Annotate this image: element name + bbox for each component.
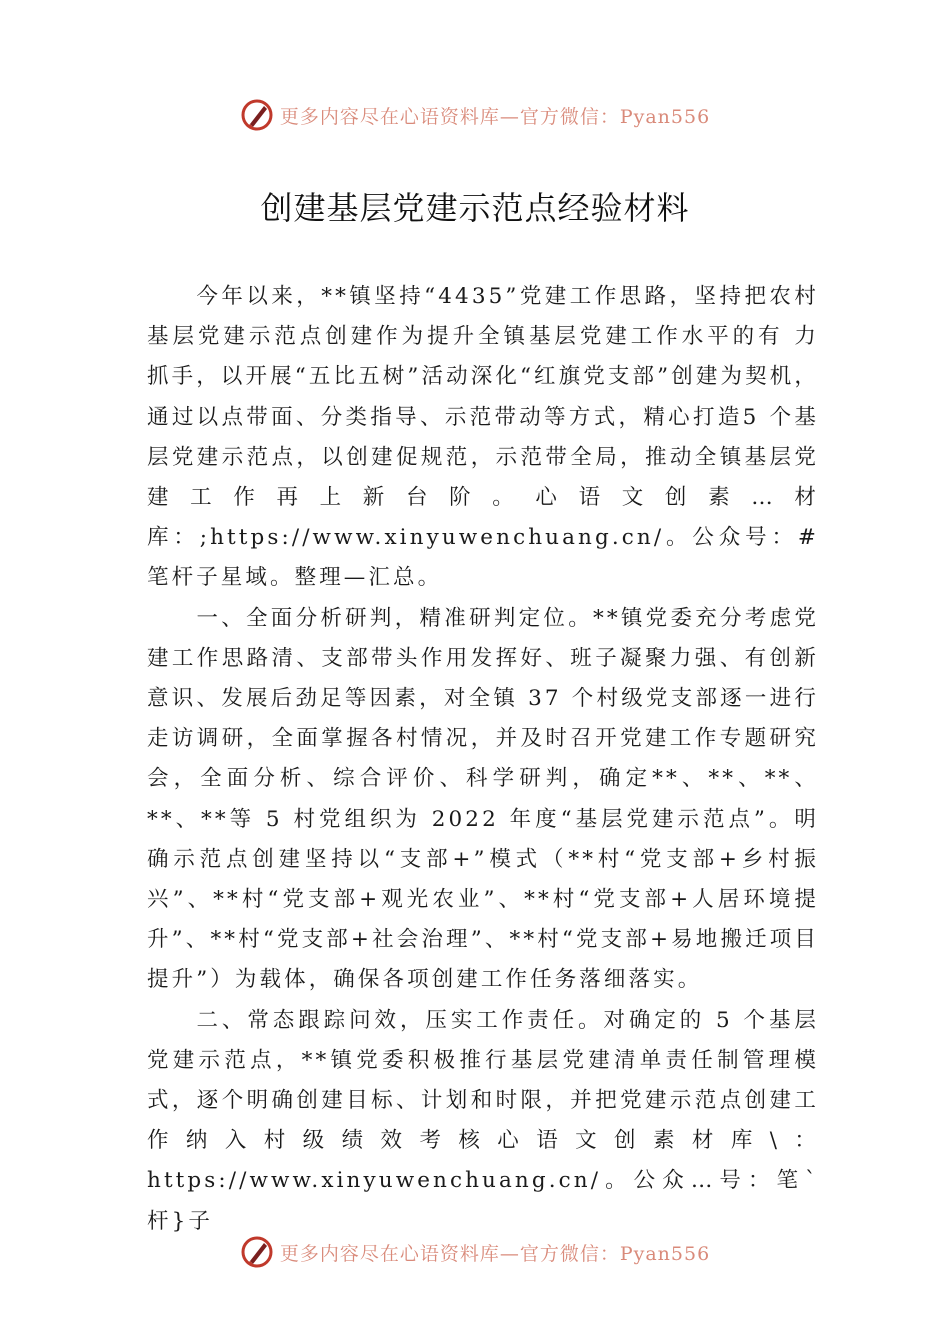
watermark-text: 更多内容尽在心语资料库—官方微信：Pyan556 — [279, 105, 711, 128]
watermark-banner-bottom — [0, 1232, 950, 1272]
document-body — [147, 277, 819, 1242]
paragraph-section-1: 一、全面分析研判，精准研判定位。**镇党委充分考虑党建工作思路清、支部带头作用发挥好、班子凝聚力强、有创新意识、发展后劲足等因素，对全镇 37 个村级党支部逐一进行走访调研，全面掌握各村情况，并及时召开党建工作专题研究会，全面分析、综合评价、科学研判，确定**、**、**、**、**等 5 村党组织为 2022 年度“基层党建示范点”。明确示范点创建坚持以“支部+”模式（**村“党支部+乡村振兴”、**村“党支部+观光农业”、**村“党支部+人居环境提升”、**村“党支部+社会治理”、**村“党支部+易地搬迁项目提升”）为载体，确保各项创建工作任务落细落实。 — [147, 605, 819, 993]
document-title: 创建基层党建示范点经验材料 — [260, 189, 690, 227]
paragraph-intro: 今年以来，**镇坚持“4435”党建工作思路，坚持把农村基层党建示范点创建作为提升全镇基层党建工作水平的有 力抓手，以开展“五比五树”活动深化“红旗党支部”创建为契机，通过以点带面、分类指导、示范带动等方式，精心打造5 个基层党建示范点，以创建促规范，示范带全局，推动全镇基层党建工作再上新台阶。心语文创素…材库：;https://www.xinyuwenchuang.cn/。公众号：#笔杆子星域。整理—汇总。 — [147, 284, 819, 591]
watermark-banner-top — [0, 95, 950, 135]
pen-nib-logo-icon — [240, 98, 274, 132]
pen-nib-logo-icon — [240, 1235, 274, 1269]
watermark-text: 更多内容尽在心语资料库—官方微信：Pyan556 — [279, 1242, 711, 1265]
paragraph-section-2: 二、常态跟踪问效，压实工作责任。对确定的 5 个基层党建示范点，**镇党委积极推行基层党建清单责任制管理模式，逐个明确创建目标、计划和时限，并把党建示范点创建工作纳入村级绩效考核心语文创素材库\：https://www.xinyuwenchuang.cn/。公众…号：笔`杆}子 — [147, 1007, 819, 1234]
